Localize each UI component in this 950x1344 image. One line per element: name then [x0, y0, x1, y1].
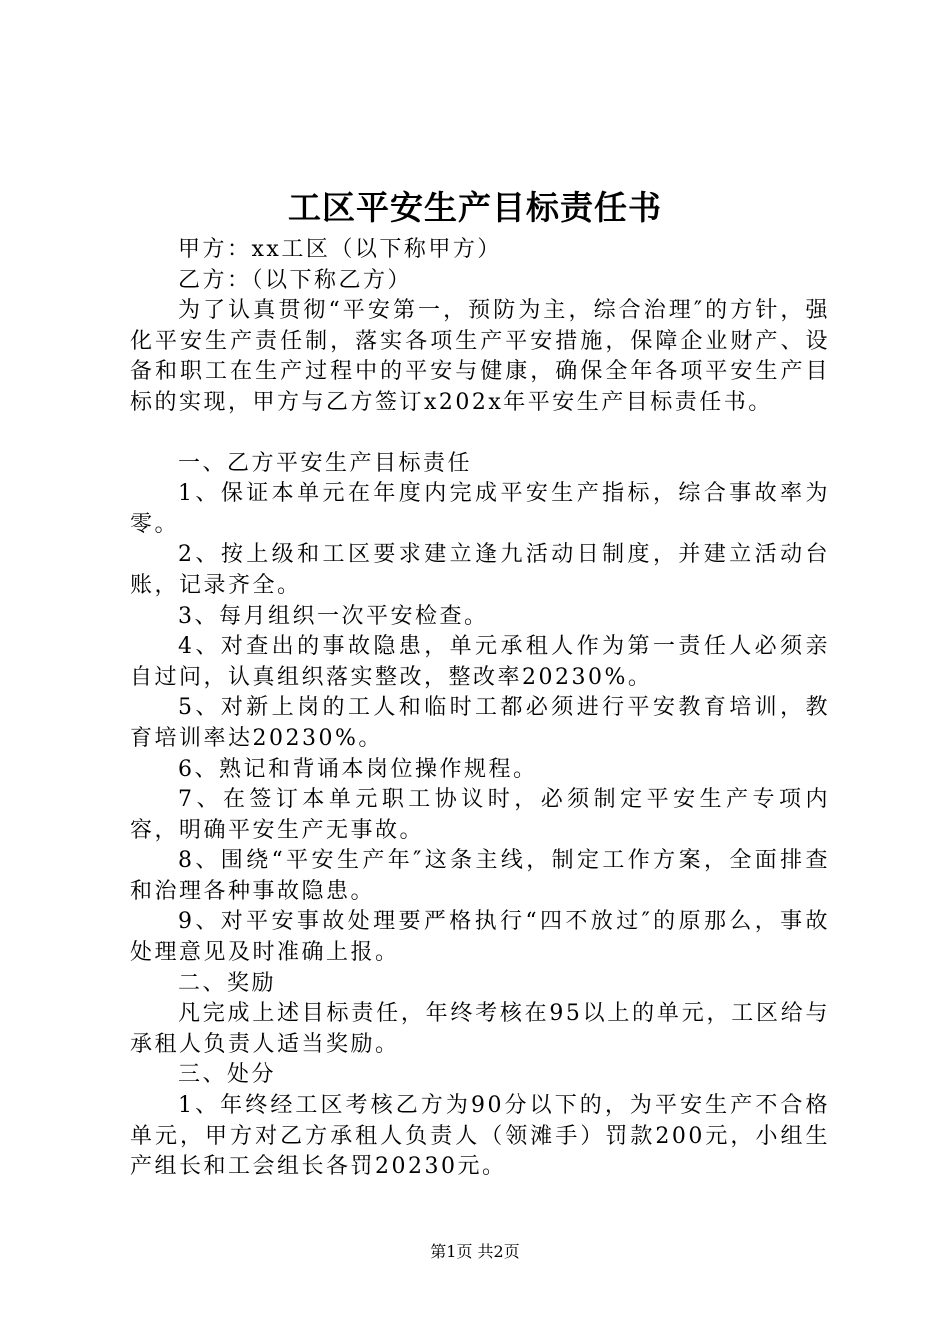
section1-item: 6、熟记和背诵本岗位操作规程。 [178, 756, 538, 782]
section1-item: 7、在签订本单元职工协议时，必须制定平安生产专项内容，明确平安生产无事故。 [130, 787, 830, 843]
section-heading-3: 三、处分 [178, 1062, 277, 1088]
section1-item: 5、对新上岗的工人和临时工都必须进行平安教育培训，教育培训率达20230%。 [130, 695, 830, 751]
paragraph-gap [130, 419, 830, 449]
party-b-line: 乙方：（以下称乙方） [178, 267, 413, 293]
section3-item: 1、年终经工区考核乙方为90分以下的，为平安生产不合格单元，甲方对乙方承租人负责人（领滩手）罚款200元，小组生产组长和工会组长各罚20230元。 [130, 1093, 830, 1180]
section-heading-2: 二、奖励 [178, 970, 277, 996]
page-footer: 第1页 共2页 [430, 1242, 520, 1261]
document-title: 工区平安生产目标责任书 [288, 188, 662, 227]
party-a-line: 甲方：xx工区（以下称甲方） [178, 237, 502, 262]
section2-paragraph: 凡完成上述目标责任，年终考核在95以上的单元，工区给与承租人负责人适当奖励。 [130, 1001, 830, 1057]
section1-item: 1、保证本单元在年度内完成平安生产指标，综合事故率为零。 [130, 481, 830, 537]
intro-paragraph: 为了认真贯彻“平安第一，预防为主，综合治理″的方针，强化平安生产责任制，落实各项生产平安措施，保障企业财产、设备和职工在生产过程中的平安与健康，确保全年各项平安生产目标的实现，甲方与乙方签订x202x年平安生产目标责任书。 [130, 298, 830, 415]
section-heading-1: 一、乙方平安生产目标责任 [178, 450, 473, 476]
section1-item: 9、对平安事故处理要严格执行“四不放过″的原那么，事故处理意见及时准确上报。 [130, 909, 830, 966]
document-body [130, 235, 830, 1183]
section1-item: 8、围绕“平安生产年″这条主线，制定工作方案，全面排查和治理各种事故隐患。 [130, 848, 830, 904]
section1-item: 2、按上级和工区要求建立逢九活动日制度，并建立活动台账，记录齐全。 [130, 542, 830, 598]
section1-item: 4、对查出的事故隐患，单元承租人作为第一责任人必须亲自过问，认真组织落实整改，整改率20230%。 [130, 634, 830, 690]
section1-item: 3、每月组织一次平安检查。 [178, 603, 489, 629]
